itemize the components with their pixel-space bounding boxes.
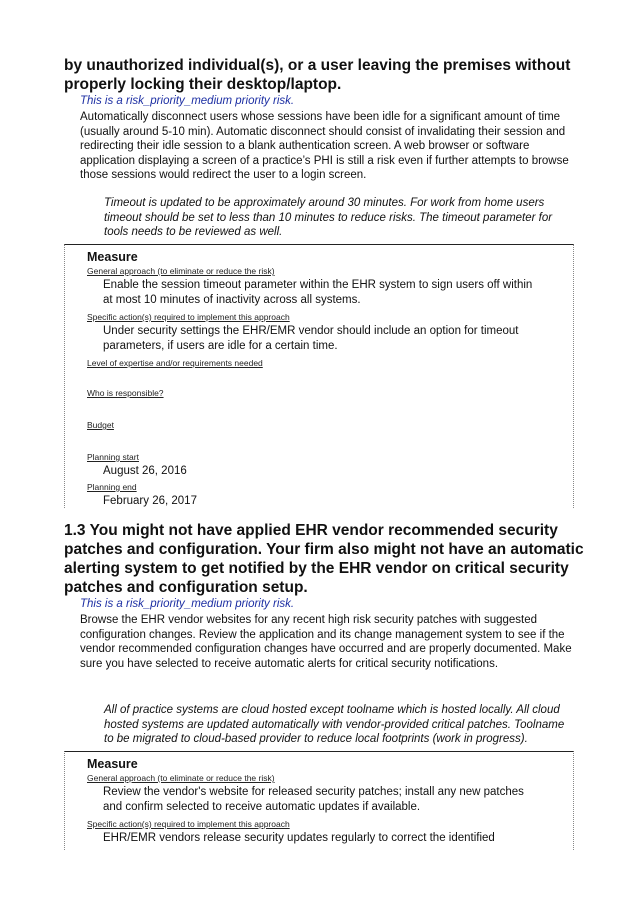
specific-actions-value: Under security settings the EHR/EMR vendor should include an option for timeout parameters, if users are idle for a certain time. (103, 325, 519, 352)
specific-actions-label: Specific action(s) required to implement this approach (87, 312, 290, 322)
planning-start-label: Planning start (87, 452, 139, 462)
measure-box (64, 244, 574, 508)
expertise-label: Level of expertise and/or requirements needed (87, 358, 263, 368)
budget-label: Budget (87, 420, 114, 430)
general-approach-label: General approach (to eliminate or reduce the risk) (87, 773, 275, 783)
risk-description: Automatically disconnect users whose sessions have been idle for a significant amount of time (usually around 5-10 min). Automatic disconnect should consist of invalidating their session and redirecting their idle session to a blank authentication screen. A web browser or software application displaying a screen of a practice’s PHI is still a risk even if further attempts to browse those sessions would redirect the user to a login screen. (80, 111, 569, 181)
general-approach-label: General approach (to eliminate or reduce the risk) (87, 266, 275, 276)
specific-actions-label: Specific action(s) required to implement this approach (87, 819, 290, 829)
general-approach-value: Enable the session timeout parameter within the EHR system to sign users off within at most 10 minutes of inactivity across all systems. (103, 279, 533, 306)
section-heading: by unauthorized individual(s), or a user leaving the premises without properly locking their desktop/laptop. (64, 57, 571, 93)
measure-title: Measure (87, 250, 138, 264)
risk-priority-note: This is a risk_priority_medium priority risk. (80, 95, 295, 107)
risk-comment: Timeout is updated to be approximately around 30 minutes. For work from home users timeout should be set to less than 10 minutes to reduce risks. The timeout parameter for tools needs to be reviewed as well. (104, 197, 553, 238)
general-approach-value: Review the vendor's website for released security patches; install any new patches and confirm selected to receive automatic updates if available. (103, 786, 524, 813)
section-heading: 1.3 You might not have applied EHR vendor recommended security patches and configuration. Your firm also might not have an automatic alerting system to get notified by the EHR vendor on critical security patches and configuration setup. (64, 522, 584, 596)
risk-description: Browse the EHR vendor websites for any recent high risk security patches with suggested configuration changes. Review the application and its change management system to see if the vendor recommended configuration changes have occurred and are properly documented. Make sure you have selected to receive automatic alerts for critical security notifications. (80, 614, 572, 670)
specific-actions-value: EHR/EMR vendors release security updates regularly to correct the identified (103, 832, 495, 844)
measure-title: Measure (87, 757, 138, 771)
risk-comment: All of practice systems are cloud hosted except toolname which is hosted locally. All cloud hosted systems are updated automatically with vendor-provided critical patches. Toolname to be migrated to cloud-based provider to reduce local footprints (work in progress). (104, 704, 565, 745)
measure-box (64, 751, 574, 850)
planning-end-label: Planning end (87, 482, 137, 492)
planning-end-value: February 26, 2017 (103, 495, 197, 507)
responsible-label: Who is responsible? (87, 388, 164, 398)
planning-start-value: August 26, 2016 (103, 465, 187, 477)
risk-priority-note: This is a risk_priority_medium priority risk. (80, 598, 295, 610)
